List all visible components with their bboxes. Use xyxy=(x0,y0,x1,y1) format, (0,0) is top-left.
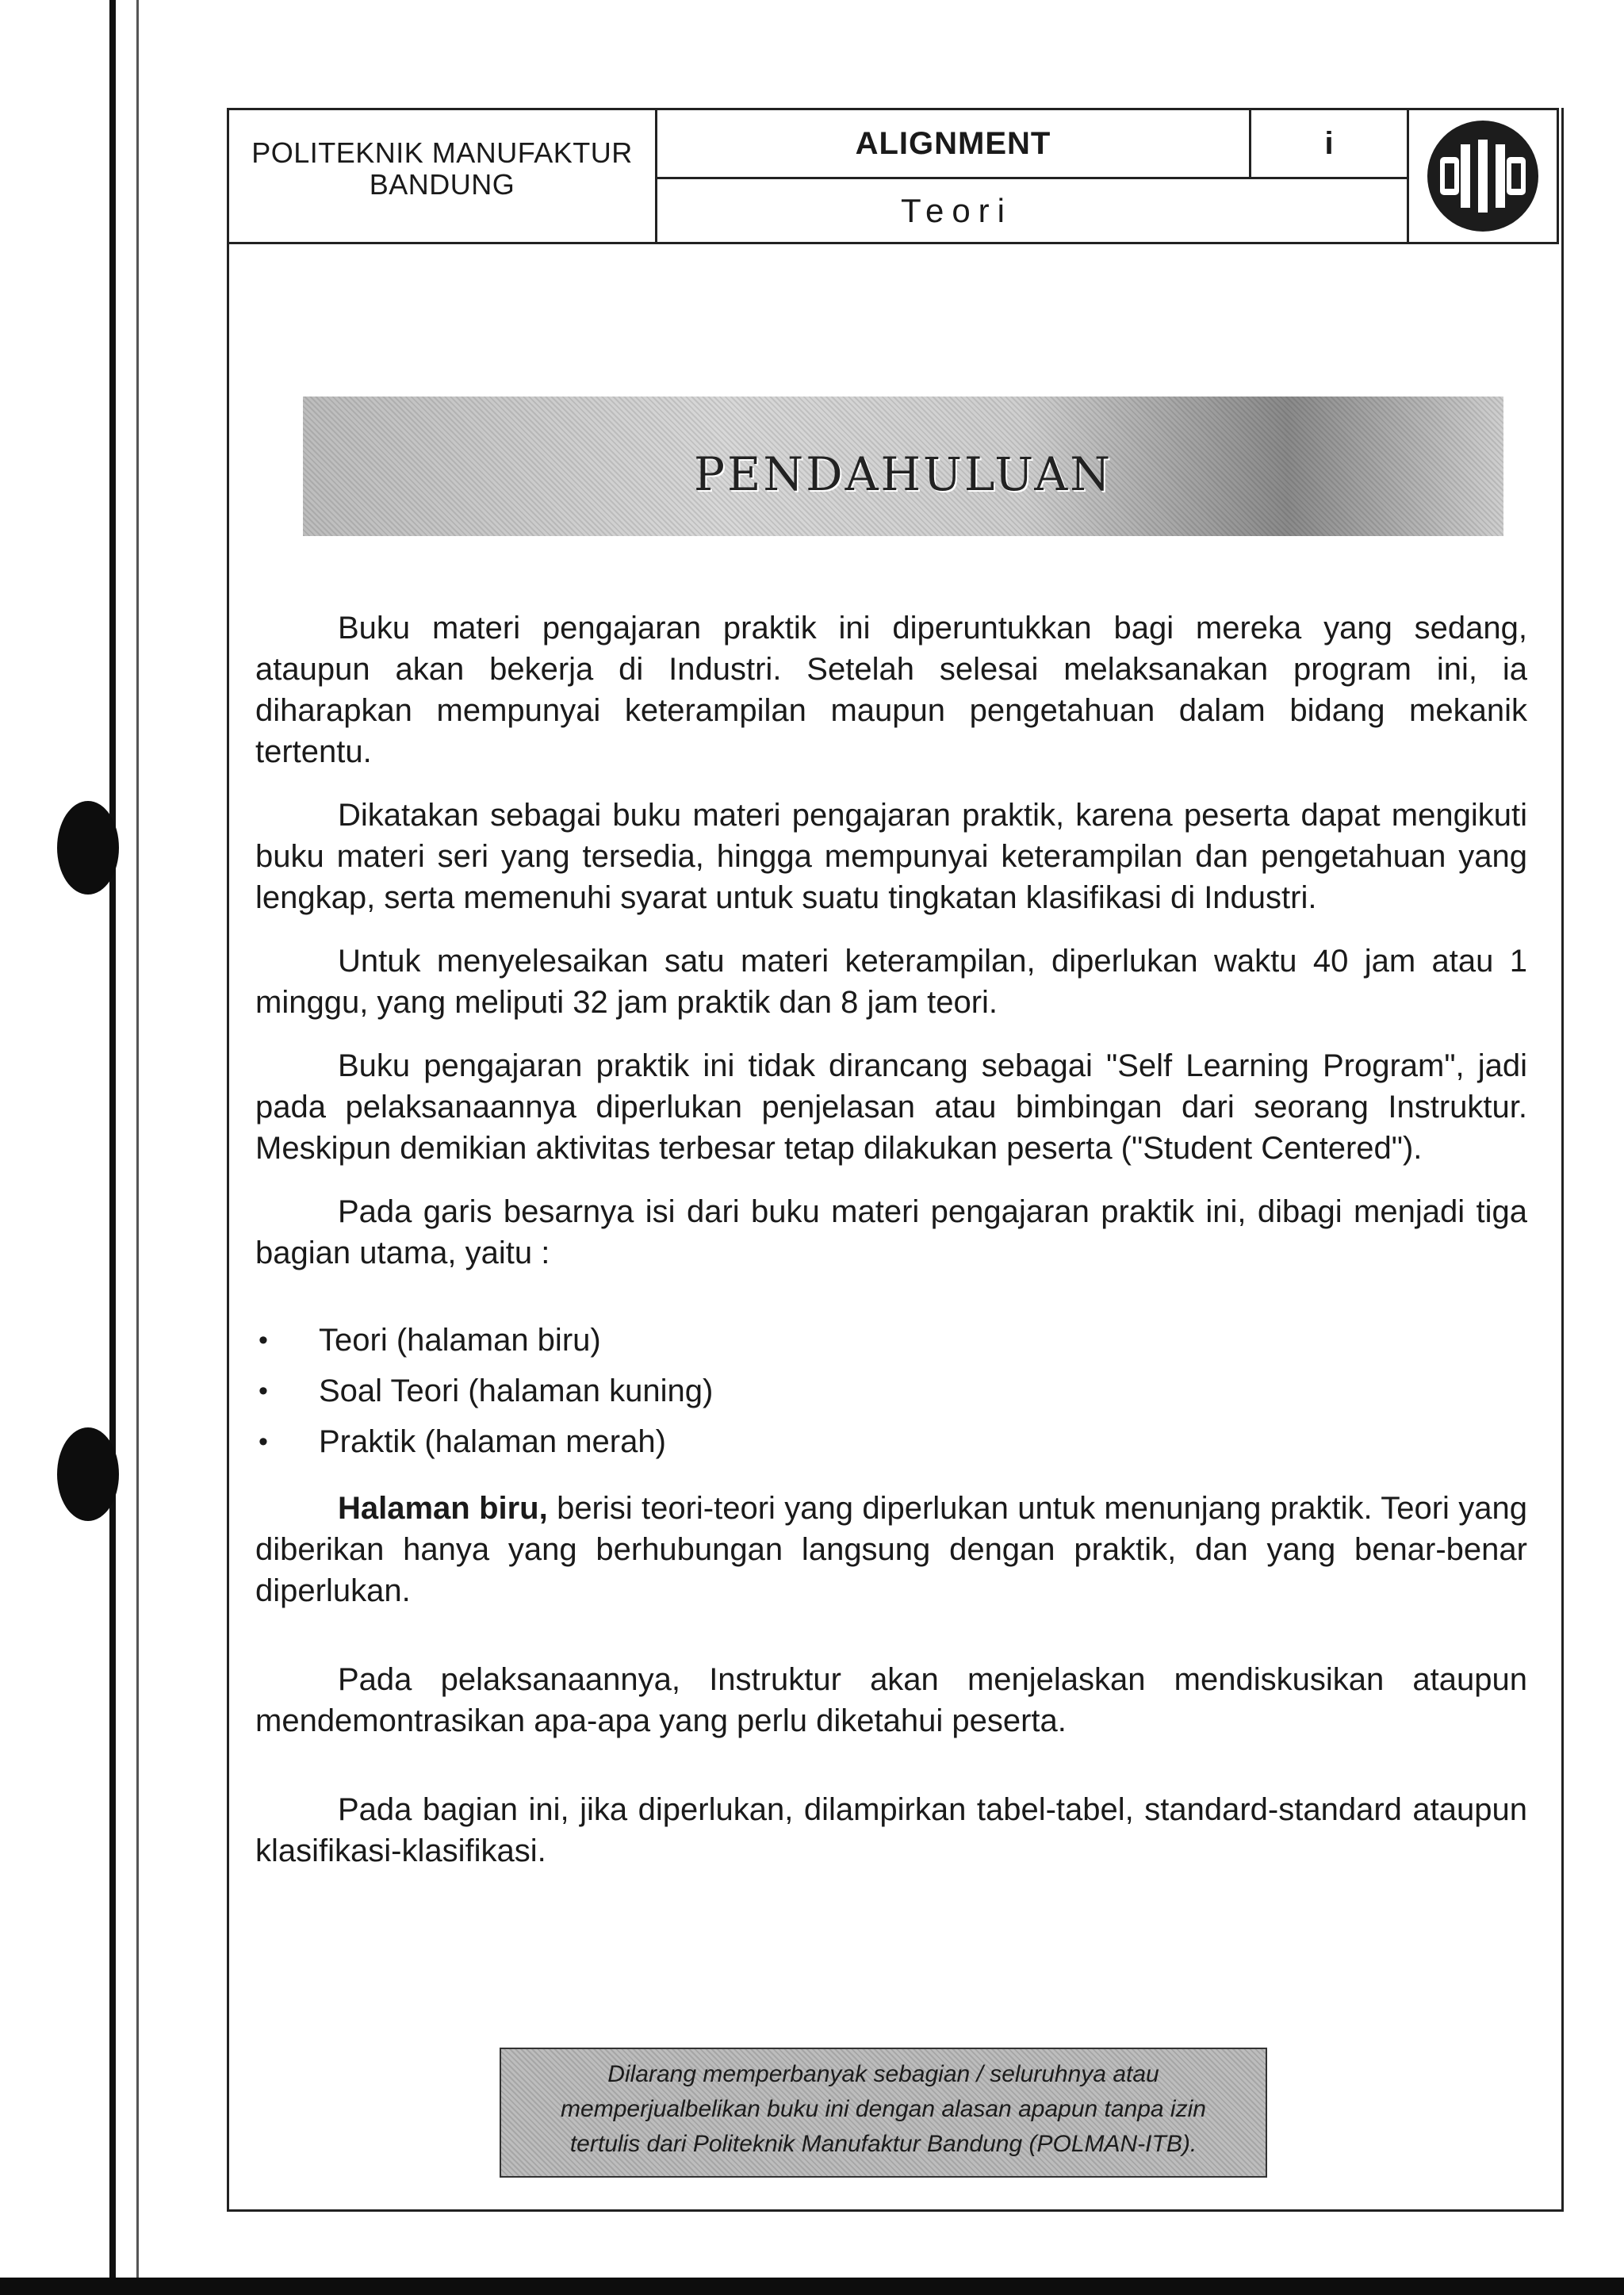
paragraph-8: Pada bagian ini, jika diperlukan, dilampirkan tabel-tabel, standard-standard ataupun klasifikasi-klasifikasi. xyxy=(255,1792,1527,1868)
paragraph-6-lead: Halaman biru, xyxy=(338,1491,548,1526)
binding-edge-line-2 xyxy=(136,0,139,2295)
section-subtitle: Teori xyxy=(900,191,1013,229)
module-title: ALIGNMENT xyxy=(855,125,1051,161)
binding-edge-line xyxy=(109,0,116,2295)
institution-name xyxy=(229,110,657,242)
paragraph-7: Pada pelaksanaannya, Instruktur akan menjelaskan mendiskusikan ataupun mendemontrasikan apa-apa yang perlu diketahui peserta. xyxy=(255,1662,1527,1738)
list-item xyxy=(255,1315,1527,1366)
binder-hole-bottom xyxy=(57,1427,119,1521)
paragraph-3: Untuk menyelesaikan satu materi keterampilan, diperlukan waktu 40 jam atau 1 minggu, yang meliputi 32 jam praktik dan 8 jam teori. xyxy=(255,944,1527,1020)
list-item-text: Praktik (halaman merah) xyxy=(319,1424,666,1459)
copyright-line-3: tertulis dari Politeknik Manufaktur Bandung (POLMAN-ITB). xyxy=(569,2131,1197,2157)
list-item-text: Soal Teori (halaman kuning) xyxy=(319,1374,714,1408)
paragraph-2: Dikatakan sebagai buku materi pengajaran praktik, karena peserta dapat mengikuti buku materi seri yang tersedia, hingga mempunyai keterampilan dan pengetahuan yang lengkap, serta memenuhi syarat untuk suatu tingkatan klasifikasi di Industri. xyxy=(255,798,1527,915)
copyright-line-1: Dilarang memperbanyak sebagian / seluruhnya atau xyxy=(607,2061,1159,2087)
copyright-notice xyxy=(500,2048,1267,2178)
bullet-list xyxy=(255,1315,1527,1467)
section-banner xyxy=(303,397,1503,536)
logo-cell xyxy=(1407,110,1557,242)
bullet-icon: • xyxy=(259,1376,268,1406)
list-item xyxy=(255,1366,1527,1416)
polman-gear-logo-icon xyxy=(1424,117,1542,235)
list-item xyxy=(255,1416,1527,1467)
paragraph-1: Buku materi pengajaran praktik ini diperuntukkan bagi mereka yang sedang, ataupun akan bekerja di Industri. Setelah selesai melaksanakan program ini, ia diharapkan mempunyai keterampilan maupun pengetahuan dalam bidang mekanik tertentu. xyxy=(255,611,1527,769)
page-number: i xyxy=(1249,110,1407,177)
institution-line-1: POLITEKNIK MANUFAKTUR xyxy=(251,136,633,169)
paragraph-6 xyxy=(255,1488,1527,1611)
paragraph-6-text: berisi teori-teori yang diperlukan untuk menunjang praktik. Teori yang diberikan hanya yang berhubungan langsung dengan praktik, dan yang benar-benar diperlukan. xyxy=(255,1491,1527,1608)
institution-line-2: BANDUNG xyxy=(369,168,515,201)
scan-bottom-edge xyxy=(0,2278,1624,2295)
paragraph-4: Buku pengajaran praktik ini tidak dirancang sebagai "Self Learning Program", jadi pada pelaksanaannya diperlukan penjelasan atau bimbingan dari seorang Instruktur. Meskipun demikian aktivitas terbesar tetap dilakukan peserta ("Student Centered"). xyxy=(255,1048,1527,1166)
paragraph-5: Pada garis besarnya isi dari buku materi pengajaran praktik ini, dibagi menjadi tiga bagian utama, yaitu : xyxy=(255,1194,1527,1270)
section-heading: PENDAHULUAN xyxy=(693,447,1113,501)
header-title-block xyxy=(657,110,1407,242)
document-header xyxy=(227,108,1559,244)
list-item-text: Teori (halaman biru) xyxy=(319,1323,601,1358)
body-text xyxy=(255,607,1527,1894)
bullet-icon: • xyxy=(259,1325,268,1355)
binder-hole-top xyxy=(57,801,119,895)
copyright-line-2: memperjualbelikan buku ini dengan alasan apapun tanpa izin xyxy=(561,2096,1206,2122)
bullet-icon: • xyxy=(259,1427,268,1457)
